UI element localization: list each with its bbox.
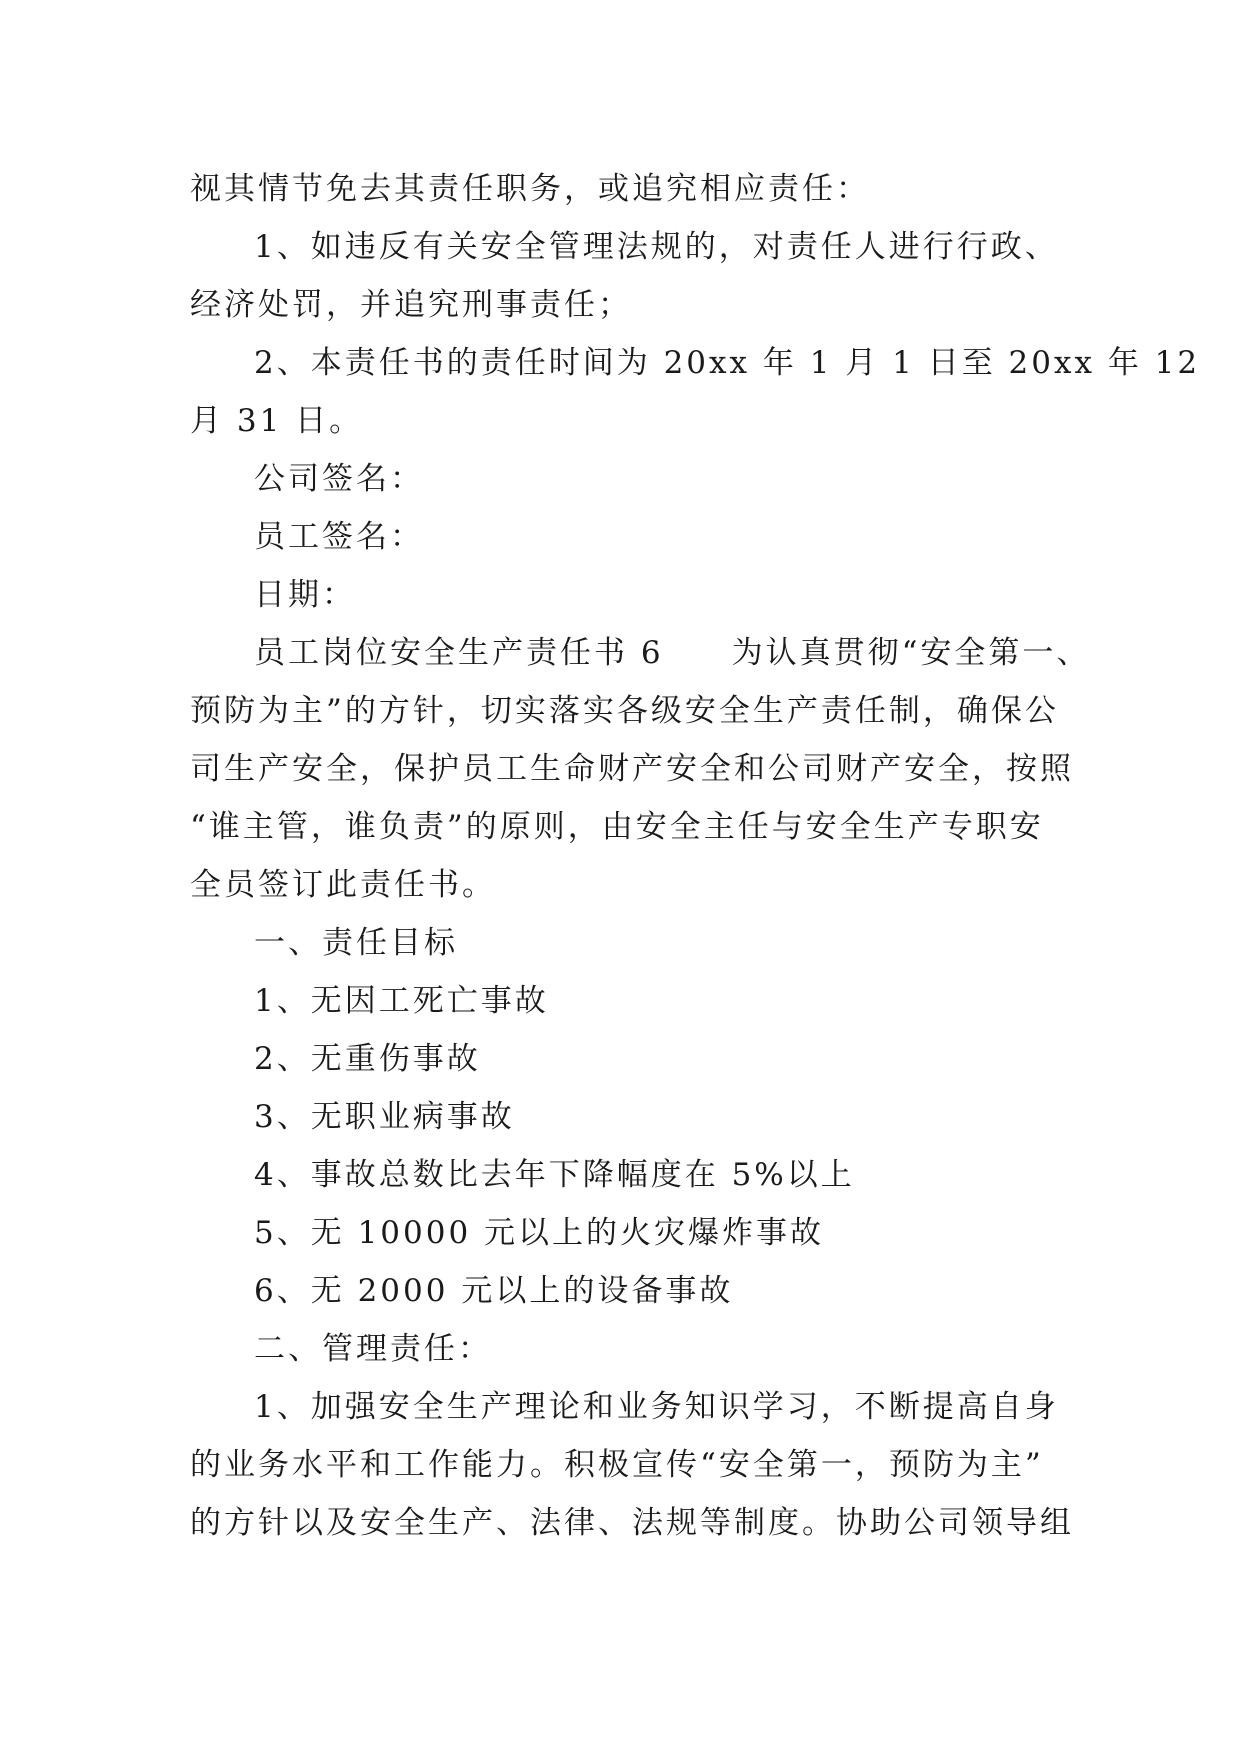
text-line: 月 31 日。 <box>190 403 364 439</box>
text-line: 1、如违反有关安全管理法规的，对责任人进行行政、 <box>254 229 1059 265</box>
text-line: 全员签订此责任书。 <box>190 867 496 903</box>
list-item: 5、无 10000 元以上的火灾爆炸事故 <box>254 1215 825 1251</box>
text-line: 预防为主”的方针，切实落实各级安全生产责任制，确保公 <box>190 693 1059 729</box>
text-line: 2、本责任书的责任时间为 20xx 年 1 月 1 日至 20xx 年 12 <box>254 345 1201 381</box>
company-signature-label: 公司签名： <box>254 461 424 497</box>
text-line: 经济处罚，并追究刑事责任； <box>190 287 632 323</box>
list-item: 1、无因工死亡事故 <box>254 983 549 1019</box>
document-body <box>190 160 1201 1552</box>
text-line: 视其情节免去其责任职务，或追究相应责任： <box>190 171 870 207</box>
text-line: 的业务水平和工作能力。积极宣传“安全第一，预防为主” <box>190 1447 1044 1483</box>
section-heading: 二、管理责任： <box>254 1331 492 1367</box>
list-item: 1、加强安全生产理论和业务知识学习，不断提高自身 <box>254 1389 1059 1425</box>
section-title-line: 员工岗位安全生产责任书 6 为认真贯彻“安全第一、 <box>254 635 1091 671</box>
text-line: 司生产安全，保护员工生命财产安全和公司财产安全，按照 <box>190 751 1074 787</box>
list-item: 6、无 2000 元以上的设备事故 <box>254 1273 734 1309</box>
list-item: 2、无重伤事故 <box>254 1041 481 1077</box>
employee-signature-label: 员工签名： <box>254 519 424 555</box>
list-item: 4、事故总数比去年下降幅度在 5%以上 <box>254 1157 855 1193</box>
list-item: 3、无职业病事故 <box>254 1099 515 1135</box>
text-line: 的方针以及安全生产、法律、法规等制度。协助公司领导组 <box>190 1505 1074 1541</box>
date-label: 日期： <box>254 577 356 613</box>
text-line: “谁主管，谁负责”的原则，由安全主任与安全生产专职安 <box>190 809 1044 845</box>
section-heading: 一、责任目标 <box>254 925 458 961</box>
